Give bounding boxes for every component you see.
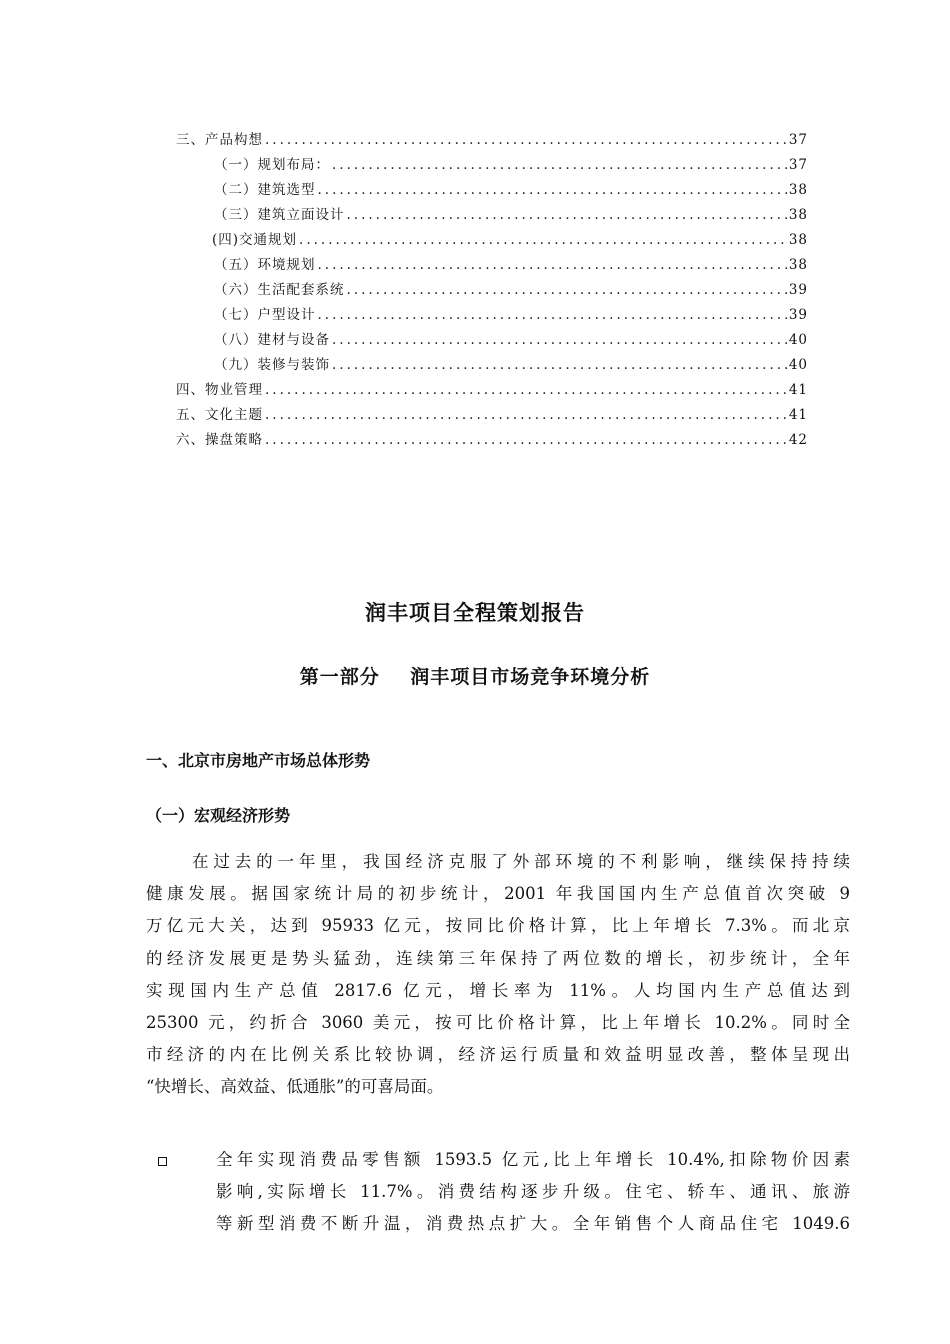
toc-entry[interactable] xyxy=(176,128,808,153)
bullet-line: 全年实现消费品零售额 1593.5 亿元,比上年增长 10.4%,扣除物价因素 xyxy=(216,1150,850,1169)
toc-entry[interactable] xyxy=(176,228,808,253)
toc-leader-dots xyxy=(318,182,787,198)
toc-entry[interactable] xyxy=(176,428,808,453)
paragraph-line: “快增长、高效益、低通胀”的可喜局面。 xyxy=(146,1077,444,1097)
toc-entry-page: 41 xyxy=(788,407,808,423)
toc-entry-label: （五）环境规划 xyxy=(214,257,316,273)
toc-entry-page: 37 xyxy=(788,157,808,173)
subsection-heading: （一）宏观经济形势 xyxy=(146,806,291,825)
toc-entry-page: 38 xyxy=(788,207,808,223)
toc-leader-dots xyxy=(332,157,787,173)
paragraph-line: 实现国内生产总值 2817.6 亿元，增长率为 11%。人均国内生产总值达到 xyxy=(146,980,850,1000)
toc-leader-dots xyxy=(332,332,787,348)
toc-entry[interactable] xyxy=(176,203,808,228)
paragraph-line: 健康发展。据国家统计局的初步统计，2001 年我国国内生产总值首次突破 9 xyxy=(146,884,850,904)
toc-leader-dots xyxy=(265,382,787,398)
toc-entry[interactable] xyxy=(176,328,808,353)
square-bullet-icon xyxy=(158,1157,167,1166)
document-title: 润丰项目全程策划报告 xyxy=(365,601,585,625)
toc-entry-label: （六）生活配套系统 xyxy=(214,282,345,298)
toc-entry-label: （三）建筑立面设计 xyxy=(214,207,345,223)
toc-entry-page: 41 xyxy=(788,382,808,398)
section-heading: 一、北京市房地产市场总体形势 xyxy=(146,751,371,770)
toc-leader-dots xyxy=(347,207,787,223)
toc-entry[interactable] xyxy=(176,403,808,428)
bullet-line: 等新型消费不断升温，消费热点扩大。全年销售个人商品住宅 1049.6 xyxy=(216,1214,850,1234)
paragraph-line: 的经济发展更是势头猛劲，连续第三年保持了两位数的增长，初步统计，全年 xyxy=(146,948,850,968)
toc-entry-page: 38 xyxy=(788,257,808,273)
bullet-line: 影响,实际增长 11.7%。消费结构逐步升级。住宅、轿车、通讯、旅游 xyxy=(216,1182,850,1202)
toc-leader-dots xyxy=(332,357,787,373)
paragraph-line: 25300 元，约折合 3060 美元，按可比价格计算，比上年增长 10.2%。同时全 xyxy=(146,1012,850,1032)
toc-leader-dots xyxy=(318,257,787,273)
toc-entry-page: 38 xyxy=(788,232,808,248)
toc-entry-label: 五、文化主题 xyxy=(176,407,263,423)
paragraph-line: 市经济的内在比例关系比较协调，经济运行质量和效益明显改善，整体呈现出 xyxy=(146,1045,850,1065)
toc-entry-label: 六、操盘策略 xyxy=(176,432,263,448)
toc-entry-label: （二）建筑选型 xyxy=(214,182,316,198)
toc-entry-label: （九）装修与装饰 xyxy=(214,357,330,373)
toc-entry-label: （八）建材与设备 xyxy=(214,332,330,348)
toc-entry[interactable] xyxy=(176,153,808,178)
part-title: 第一部分 润丰项目市场竞争环境分析 xyxy=(299,666,651,688)
toc-entry[interactable] xyxy=(176,278,808,303)
toc-entry-page: 42 xyxy=(788,432,808,448)
toc-entry-label: 三、产品构想 xyxy=(176,132,263,148)
toc-entry[interactable] xyxy=(176,253,808,278)
toc-leader-dots xyxy=(265,432,787,448)
toc-entry-label: （七）户型设计 xyxy=(214,307,316,323)
toc-entry[interactable] xyxy=(176,378,808,403)
bullet-body xyxy=(216,1144,850,1241)
toc-entry-page: 39 xyxy=(788,282,808,298)
toc-entry-page: 40 xyxy=(788,357,808,373)
paragraph-line: 万亿元大关，达到 95933 亿元，按同比价格计算，比上年增长 7.3%。而北京 xyxy=(146,916,850,936)
toc-entry[interactable] xyxy=(176,178,808,203)
toc-entry-page: 40 xyxy=(788,332,808,348)
body-paragraph xyxy=(146,846,850,1104)
toc-entry-label: （一）规划布局： xyxy=(214,157,330,173)
toc-entry-label: 四、物业管理 xyxy=(176,382,263,398)
paragraph-line: 在过去的一年里，我国经济克服了外部环境的不利影响，继续保持持续 xyxy=(192,852,850,871)
toc-leader-dots xyxy=(265,132,787,148)
toc-entry[interactable] xyxy=(176,303,808,328)
toc-leader-dots xyxy=(299,232,787,248)
toc-entry-page: 38 xyxy=(788,182,808,198)
toc-entry-page: 39 xyxy=(788,307,808,323)
toc-entry[interactable] xyxy=(176,353,808,378)
toc-entry-page: 37 xyxy=(788,132,808,148)
toc-leader-dots xyxy=(347,282,787,298)
table-of-contents xyxy=(176,128,808,453)
toc-entry-label: (四)交通规划 xyxy=(212,232,298,248)
toc-leader-dots xyxy=(318,307,787,323)
toc-leader-dots xyxy=(265,407,787,423)
